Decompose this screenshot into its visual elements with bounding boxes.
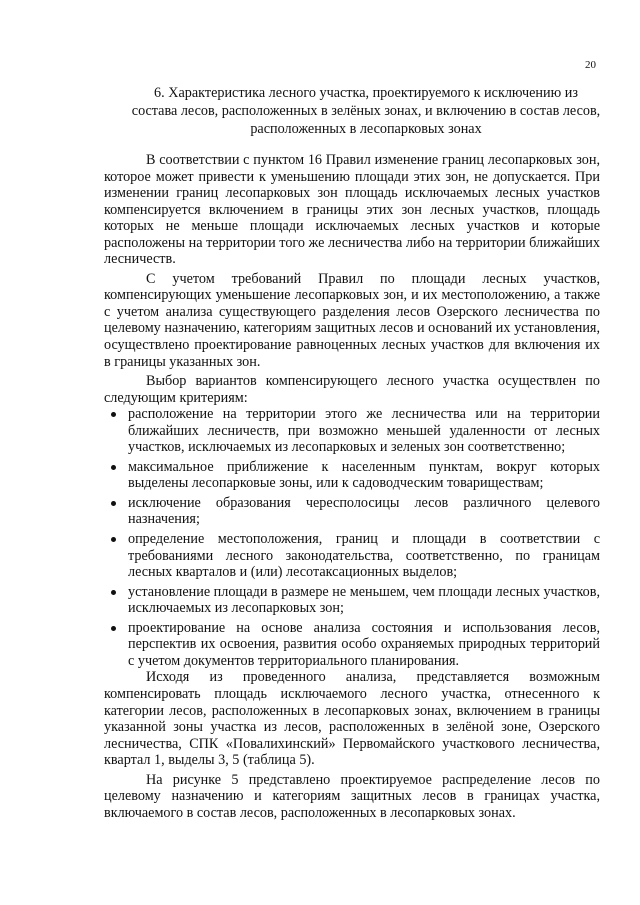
list-item	[104, 620, 600, 670]
list-item	[104, 584, 600, 617]
list-item-text: определение местоположения, границ и площади в соответствии с требованиями лесного законодательства, соответственно, по границам лесных кварталов и (или) лесотаксационных выделов;	[128, 531, 600, 581]
list-item-text: проектирование на основе анализа состояния и использования лесов, перспектив их освоения, развития особо охраняемых природных территорий с учетом документов территориального планирования.	[128, 619, 600, 669]
paragraph-analysis-conclusion: Исходя из проведенного анализа, представляется возможным компенсировать площадь исключаемого лесного участка, отнесенного к категории лесов, расположенных в лесопарковых зонах, включением в границы указанной зоны участка из лесов, расположенных в зелёной зоне, Озерского лесничества, СПК «Повалихинский» Первомайского участкового лесничества, квартал 1, выделы 3, 5 (таблица 5).	[104, 669, 600, 769]
list-item	[104, 495, 600, 528]
bullet-icon	[111, 501, 116, 506]
criteria-list	[104, 406, 600, 669]
list-item-text: расположение на территории этого же лесничества или на территории ближайших лесничеств, при возможно меньшей удаленности от лесных участков, исключаемых из лесопарковых и зеленых зон соответственно;	[128, 406, 600, 456]
paragraph-criteria-intro: Выбор вариантов компенсирующего лесного участка осуществлен по следующим критериям:	[104, 373, 600, 406]
bullet-icon	[111, 412, 116, 417]
body-text	[104, 152, 600, 821]
list-item	[104, 459, 600, 492]
paragraph-design-approach: С учетом требований Правил по площади лесных участков, компенсирующих уменьшение лесопарковых зон, и их местоположению, а также с учетом анализа существующего разделения лесов Озерского лесничества по целевому назначению, категориям защитных лесов и оснований их установления, осуществлено проектирование равноценных лесных участков для включения их в границы указанных зон.	[104, 270, 600, 370]
section-heading: 6. Характеристика лесного участка, проектируемого к исключению из состава лесов, расположенных в зелёных зонах, и включению в состав лесов, расположенных в лесопарковых зонах	[131, 85, 601, 137]
paragraph-boundary-rules: В соответствии с пунктом 16 Правил изменение границ лесопарковых зон, которое может привести к уменьшению площади этих зон, не допускается. При изменении границ лесопарковых зон площадь исключаемых лесных участков компенсируется включением в границы этих зон лесных участков, площадь которых не меньше площади исключаемых лесных участков и которые расположены на территории того же лесничества либо на территории ближайших лесничеств.	[104, 152, 600, 268]
bullet-icon	[111, 465, 116, 470]
list-item-text: исключение образования чересполосицы лесов различного целевого назначения;	[128, 494, 600, 528]
bullet-icon	[111, 537, 116, 542]
list-item	[104, 531, 600, 581]
paragraph-figure-reference: На рисунке 5 представлено проектируемое распределение лесов по целевому назначению и категориям защитных лесов в границах участка, включаемого в состав лесов, расположенных в лесопарковых зонах.	[104, 771, 600, 821]
bullet-icon	[111, 590, 116, 595]
list-item	[104, 406, 600, 456]
page-number: 20	[585, 59, 596, 71]
list-item-text: максимальное приближение к населенным пунктам, вокруг которых выделены лесопарковые зоны, или к садоводческим товариществам;	[128, 458, 600, 492]
bullet-icon	[111, 626, 116, 631]
list-item-text: установление площади в размере не меньшем, чем площади лесных участков, исключаемых из лесопарковых зон;	[128, 583, 600, 617]
